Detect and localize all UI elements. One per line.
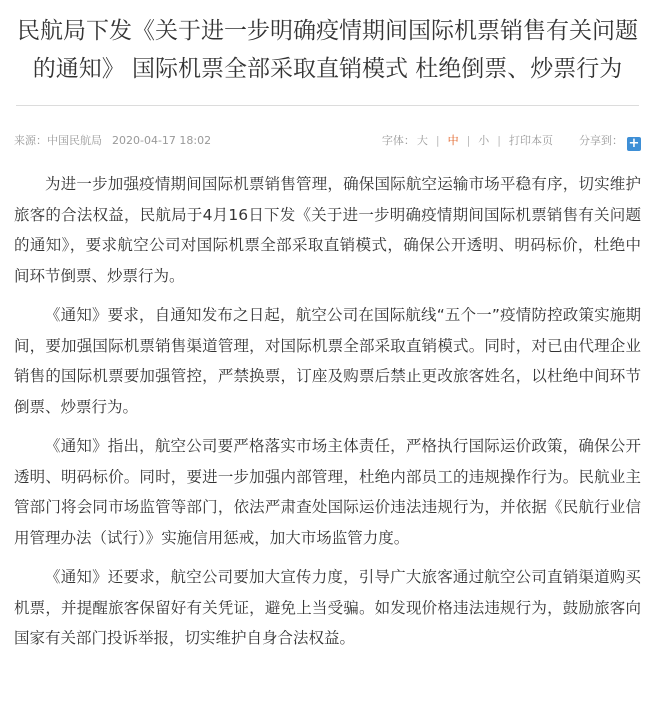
font-size-small-button[interactable]: 小	[478, 134, 490, 147]
separator: |	[497, 134, 501, 147]
font-size-label: 字体：	[381, 134, 415, 147]
font-size-medium-button[interactable]: 中	[447, 134, 459, 147]
article-source: 来源：中国民航局	[14, 134, 102, 147]
paragraph: 《通知》还要求，航空公司要加大宣传力度，引导广大旅客通过航空公司直销渠道购买机票，并提醒旅客保留好有关凭证，避免上当受骗。如发现价格违法违规行为，鼓励旅客向国家有关部门投诉举报，切实维护自身合法权益。	[14, 568, 641, 647]
paragraph: 《通知》要求，自通知发布之日起，航空公司在国际航线“五个一”疫情防控政策实施期间，要加强国际机票销售渠道管理，对国际机票全部采取直销模式。同时，对已由代理企业销售的国际机票要加强管控，严禁换票，订座及购票后禁止更改旅客姓名，以杜绝中间环节倒票、炒票行为。	[14, 306, 641, 416]
article-title: 民航局下发《关于进一步明确疫情期间国际机票销售有关问题的通知》 国际机票全部采取直销模式 杜绝倒票、炒票行为	[17, 18, 638, 82]
print-page-link[interactable]: 打印本页	[509, 134, 553, 147]
separator: |	[466, 134, 471, 147]
article-meta	[14, 130, 641, 152]
font-size-large-button[interactable]: 大	[416, 134, 428, 147]
separator: |	[435, 134, 440, 147]
article-body	[14, 169, 641, 654]
paragraph: 《通知》指出，航空公司要严格落实市场主体责任，严格执行国际运价政策，确保公开透明、明码标价。同时，要进一步加强内部管理，杜绝内部员工的违规操作行为。民航业主管部门将会同市场监管等部门，依法严肃查处国际运价违法违规行为，并依据《民航行业信用管理办法（试行）》实施信用惩戒，加大市场监管力度。	[14, 437, 641, 547]
share-label: 分享到：	[579, 134, 623, 147]
article-date: 2020-04-17 18:02	[112, 134, 212, 147]
meta-left	[14, 130, 211, 152]
title-divider	[16, 105, 639, 106]
meta-tools	[382, 130, 641, 152]
share-plus-icon[interactable]: +	[628, 136, 640, 151]
paragraph: 为进一步加强疫情期间国际机票销售管理，确保国际航空运输市场平稳有序，切实维护旅客的合法权益，民航局于4月16日下发《关于进一步明确疫情期间国际机票销售有关问题的通知》，要求航空公司对国际机票全部采取直销模式，确保公开透明、明码标价，杜绝中间环节倒票、炒票行为。	[14, 175, 641, 285]
